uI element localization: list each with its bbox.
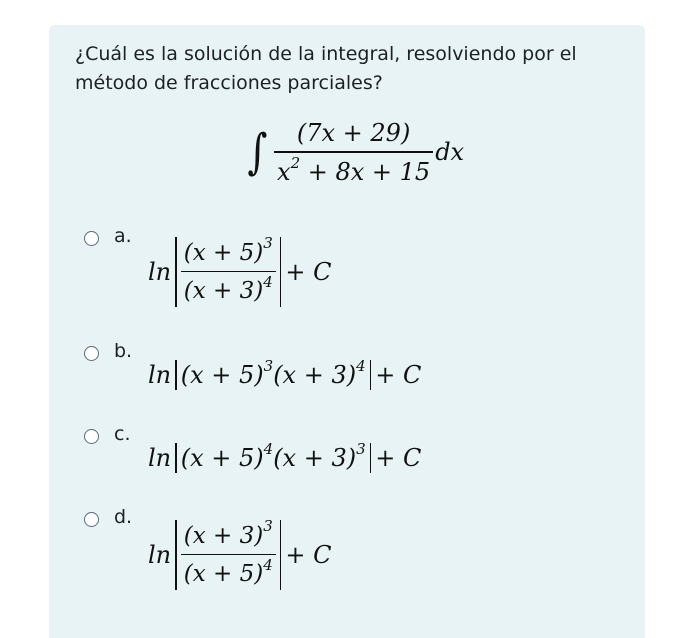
- abs-bar-left: [175, 237, 177, 307]
- question-text: ¿Cuál es la solución de la integral, resolviendo por el método de fracciones parciales?: [75, 43, 577, 94]
- differential: dx: [435, 138, 465, 167]
- option-c-letter: c.: [114, 423, 131, 445]
- radio-option-b[interactable]: [84, 346, 99, 361]
- integral-sign: ∫: [247, 124, 268, 181]
- radio-option-d[interactable]: [84, 512, 99, 527]
- option-c-expression: ln $(x + 5)^4(x + 3)^3$ + C: [148, 440, 422, 472]
- option-d-letter: d.: [114, 506, 133, 528]
- integrand-fraction: [274, 119, 433, 186]
- option-b-letter: b.: [114, 340, 133, 362]
- radio-option-c[interactable]: [84, 429, 99, 444]
- option-d-expression: ln $\frac{(x + 3)^3}{(x + 5)^4}$ + C: [148, 520, 331, 590]
- option-a-letter: a.: [114, 225, 132, 247]
- fraction-bar: [274, 151, 433, 153]
- radio-option-a[interactable]: [84, 231, 99, 246]
- question-card: [49, 25, 645, 638]
- abs-bar-right: [280, 237, 282, 307]
- option-b-expression: ln $(x + 5)^3(x + 3)^4$ + C: [148, 357, 422, 389]
- integral-expression: [245, 119, 464, 186]
- option-a-expression: ln $\frac{(x + 5)^3}{(x + 3)^4}$ + C: [148, 237, 331, 307]
- integrand-numerator: (7x + 29): [296, 119, 411, 147]
- integrand-denominator: $x^2 + 8x + 15$: [277, 153, 431, 186]
